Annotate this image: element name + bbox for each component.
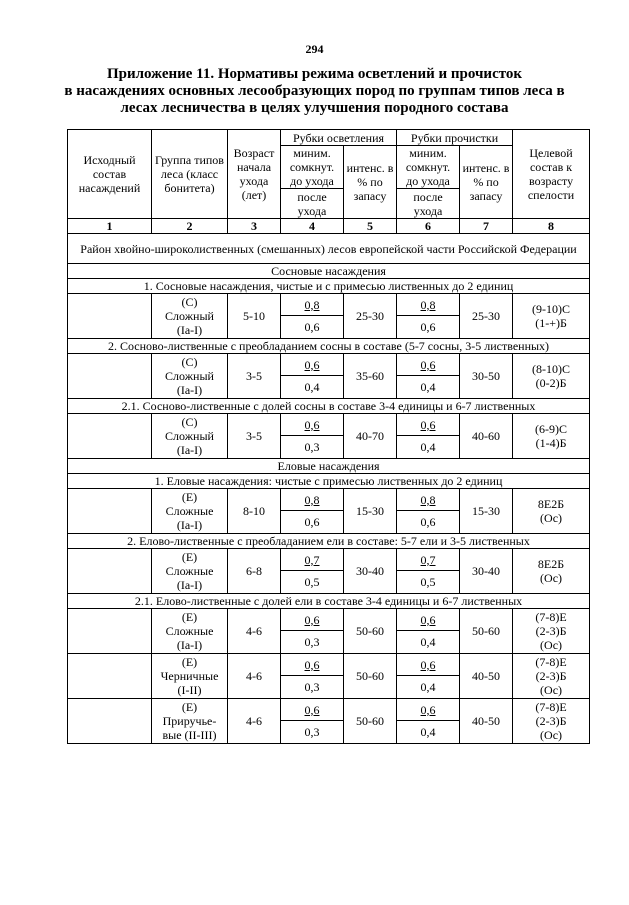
target-composition-line: 8Е2Б — [537, 497, 565, 511]
forest-type-line: Сложные — [165, 564, 214, 578]
cleaning-min-closure-value: 0,6 — [420, 657, 436, 672]
section-heading-row — [68, 264, 590, 279]
target-composition — [513, 609, 590, 654]
start-age-value: 4-6 — [246, 624, 262, 638]
cleaning-min-closure-value: 0,8 — [420, 492, 436, 507]
start-age — [228, 549, 281, 594]
cleaning-intensity — [460, 354, 513, 399]
cleaning-min-closure — [397, 294, 460, 316]
forest-type-line: Сложный — [165, 429, 214, 443]
lightening-intensity-value: 30-40 — [356, 564, 384, 578]
start-age — [228, 699, 281, 744]
cleaning-after-care-value: 0,4 — [420, 440, 436, 454]
group-heading — [68, 279, 590, 294]
lightening-after-care-value: 0,3 — [304, 635, 320, 649]
column-number: 1 — [68, 219, 152, 234]
initial-composition — [68, 654, 152, 699]
lightening-min-closure — [281, 609, 344, 631]
start-age-value: 4-6 — [246, 714, 262, 728]
lightening-after-care — [281, 511, 344, 534]
cleaning-intensity-value: 30-50 — [472, 369, 501, 383]
lightening-min-closure — [281, 414, 344, 436]
cleaning-min-closure-value: 0,7 — [420, 552, 436, 567]
cleaning-min-closure-value: 0,6 — [420, 417, 436, 432]
cleaning-min-closure — [397, 609, 460, 631]
lightening-min-closure-value: 0,6 — [304, 417, 320, 432]
lightening-intensity-value: 35-60 — [356, 369, 384, 383]
document-title — [40, 66, 589, 117]
forest-type-line: (Е) — [181, 610, 198, 624]
cleaning-min-closure — [397, 549, 460, 571]
target-composition-line: (2-3)Б — [535, 624, 567, 638]
lightening-intensity — [344, 549, 397, 594]
column-number: 7 — [460, 219, 513, 234]
forest-type-line: (Е) — [181, 550, 198, 564]
cleaning-min-closure — [397, 354, 460, 376]
title-line: Приложение 11. Нормативы режима осветлений и прочисток — [106, 66, 523, 82]
lightening-intensity — [344, 609, 397, 654]
cleaning-after-care — [397, 721, 460, 744]
group-heading-row — [68, 534, 590, 549]
cleaning-after-care — [397, 571, 460, 594]
table-row — [68, 354, 590, 376]
target-composition-line: (2-3)Б — [535, 714, 567, 728]
lightening-min-closure — [281, 489, 344, 511]
target-composition-line: (9-10)С — [532, 302, 571, 316]
table-row — [68, 294, 590, 316]
target-composition-line: (8-10)С — [532, 362, 571, 376]
lightening-after-care — [281, 376, 344, 399]
lightening-intensity — [344, 294, 397, 339]
forest-type-line: (I-II) — [177, 683, 202, 697]
column-numbers-row — [68, 219, 590, 234]
target-composition-line: (1-4)Б — [535, 436, 567, 450]
start-age — [228, 414, 281, 459]
cleaning-min-closure-value: 0,6 — [420, 357, 436, 372]
forest-type-line: (Iа-I) — [176, 638, 203, 652]
target-composition-line: (Ос) — [540, 511, 563, 525]
cleaning-intensity — [460, 489, 513, 534]
section-heading — [68, 459, 590, 474]
target-composition-line: (7-8)Е — [535, 655, 567, 669]
forest-type-line: (Е) — [181, 490, 198, 504]
table-row — [68, 699, 590, 721]
lightening-intensity — [344, 654, 397, 699]
start-age — [228, 609, 281, 654]
cleaning-intensity — [460, 609, 513, 654]
target-composition-line: (1-+)Б — [535, 316, 567, 330]
group-heading-value: 1. Сосновые насаждения, чистые и с примесью лиственных до 2 единиц — [143, 279, 514, 293]
target-composition-line: (Ос) — [540, 571, 563, 585]
cleaning-intensity-value: 40-50 — [472, 714, 501, 728]
lightening-min-closure-value: 0,8 — [304, 297, 320, 312]
forest-type-line: (С) — [181, 415, 198, 429]
target-composition-line: 8Е2Б — [537, 557, 565, 571]
forest-type — [152, 354, 228, 399]
lightening-min-closure — [281, 294, 344, 316]
group-heading-value: 2.1. Сосново-лиственные с долей сосны в составе 3-4 единицы и 6-7 лиственных — [121, 399, 536, 413]
header-target-composition: Целевой состав к возрасту спелости — [513, 130, 590, 219]
cleaning-after-care-value: 0,4 — [420, 635, 436, 649]
lightening-min-closure — [281, 354, 344, 376]
lightening-after-care — [281, 676, 344, 699]
forest-type — [152, 489, 228, 534]
norms-table — [67, 129, 590, 744]
section-heading-row — [68, 459, 590, 474]
lightening-min-closure — [281, 549, 344, 571]
cleaning-intensity-value: 40-60 — [472, 429, 501, 443]
lightening-min-closure-value: 0,6 — [304, 357, 320, 372]
lightening-min-closure-value: 0,6 — [304, 702, 320, 717]
header-min-closure: миним. сомкнут. до ухода — [281, 146, 344, 189]
forest-type — [152, 549, 228, 594]
start-age-value: 6-8 — [246, 564, 262, 578]
cleaning-after-care — [397, 436, 460, 459]
cleaning-min-closure — [397, 699, 460, 721]
lightening-intensity — [344, 414, 397, 459]
header-intensity: интенс. в % по запасу — [344, 146, 397, 219]
table-row — [68, 414, 590, 436]
start-age-value: 3-5 — [246, 429, 262, 443]
forest-type-line: (Iа-I) — [176, 443, 203, 457]
cleaning-after-care-value: 0,4 — [420, 380, 436, 394]
table-row — [68, 654, 590, 676]
target-composition — [513, 489, 590, 534]
lightening-intensity — [344, 699, 397, 744]
forest-type — [152, 609, 228, 654]
cleaning-intensity-value: 25-30 — [472, 309, 501, 323]
forest-type — [152, 414, 228, 459]
cleaning-after-care-value: 0,4 — [420, 680, 436, 694]
group-heading-row — [68, 474, 590, 489]
cleaning-after-care-value: 0,4 — [420, 725, 436, 739]
lightening-after-care-value: 0,3 — [304, 440, 320, 454]
target-composition — [513, 549, 590, 594]
lightening-after-care-value: 0,3 — [304, 725, 320, 739]
group-heading — [68, 474, 590, 489]
forest-type-line: Приручье- — [162, 714, 217, 728]
region-heading: Район хвойно-широколиственных (смешанных) лесов европейской части Российской Федерации — [68, 234, 590, 264]
forest-type-line: (Iа-I) — [176, 518, 203, 532]
forest-type — [152, 294, 228, 339]
group-heading-row — [68, 279, 590, 294]
lightening-intensity-value: 40-70 — [356, 429, 384, 443]
target-composition — [513, 354, 590, 399]
lightening-after-care-value: 0,5 — [304, 575, 320, 589]
header-cleaning-cuttings: Рубки прочистки — [397, 130, 513, 146]
start-age — [228, 654, 281, 699]
group-heading-value: 2. Сосново-лиственные с преобладанием сосны в составе (5-7 сосны, 3-5 лиственных) — [107, 339, 550, 353]
group-heading-value: 1. Еловые насаждения: чистые с примесью лиственных до 2 единиц — [154, 474, 503, 488]
table-row — [68, 489, 590, 511]
target-composition — [513, 414, 590, 459]
cleaning-after-care-value: 0,5 — [420, 575, 436, 589]
cleaning-after-care — [397, 631, 460, 654]
section-heading-value: Еловые насаждения — [277, 459, 380, 473]
cleaning-min-closure — [397, 414, 460, 436]
lightening-min-closure-value: 0,6 — [304, 657, 320, 672]
lightening-after-care — [281, 631, 344, 654]
forest-type-line: Сложные — [165, 504, 214, 518]
target-composition-line: (Ос) — [540, 638, 563, 652]
title-line: лесах лесничества в целях улучшения породного состава — [120, 100, 509, 116]
group-heading-row — [68, 594, 590, 609]
target-composition-line: (6-9)С — [535, 422, 568, 436]
group-heading-row — [68, 399, 590, 414]
header-lightening-cuttings: Рубки осветления — [281, 130, 397, 146]
lightening-after-care-value: 0,6 — [304, 320, 320, 334]
lightening-intensity-value: 15-30 — [356, 504, 384, 518]
lightening-after-care — [281, 316, 344, 339]
cleaning-intensity-value: 30-40 — [472, 564, 501, 578]
initial-composition — [68, 414, 152, 459]
initial-composition — [68, 699, 152, 744]
lightening-after-care — [281, 436, 344, 459]
target-composition-line: (Ос) — [540, 728, 563, 742]
forest-type-line: (С) — [181, 295, 198, 309]
initial-composition — [68, 549, 152, 594]
target-composition — [513, 699, 590, 744]
column-number: 6 — [397, 219, 460, 234]
initial-composition — [68, 354, 152, 399]
cleaning-intensity-value: 15-30 — [472, 504, 501, 518]
cleaning-intensity-value: 50-60 — [472, 624, 501, 638]
start-age-value: 8-10 — [243, 504, 265, 518]
table-row — [68, 609, 590, 631]
forest-type-line: (Iа-I) — [176, 383, 203, 397]
group-heading — [68, 399, 590, 414]
table-body — [68, 130, 590, 744]
lightening-intensity — [344, 354, 397, 399]
target-composition — [513, 654, 590, 699]
forest-type — [152, 699, 228, 744]
lightening-after-care-value: 0,4 — [304, 380, 320, 394]
lightening-after-care-value: 0,3 — [304, 680, 320, 694]
lightening-intensity-value: 25-30 — [356, 309, 384, 323]
start-age-value: 4-6 — [246, 669, 262, 683]
column-number: 8 — [513, 219, 590, 234]
start-age — [228, 294, 281, 339]
header-forest-type-group: Группа типов леса (класс бонитета) — [152, 130, 228, 219]
forest-type-line: Сложный — [165, 369, 214, 383]
lightening-after-care — [281, 721, 344, 744]
target-composition-line: (0-2)Б — [535, 376, 567, 390]
column-number: 5 — [344, 219, 397, 234]
group-heading-row — [68, 339, 590, 354]
lightening-intensity-value: 50-60 — [356, 714, 384, 728]
cleaning-intensity — [460, 294, 513, 339]
forest-type-line: (Е) — [181, 655, 198, 669]
cleaning-min-closure — [397, 654, 460, 676]
forest-type-line: (Iа-I) — [176, 323, 203, 337]
lightening-min-closure — [281, 654, 344, 676]
cleaning-after-care-value: 0,6 — [420, 515, 436, 529]
group-heading — [68, 339, 590, 354]
forest-type — [152, 654, 228, 699]
start-age-value: 3-5 — [246, 369, 262, 383]
cleaning-after-care — [397, 676, 460, 699]
cleaning-intensity — [460, 414, 513, 459]
group-heading — [68, 534, 590, 549]
column-number: 3 — [228, 219, 281, 234]
header-initial-composition: Исходный состав насаждений — [68, 130, 152, 219]
group-heading-value: 2.1. Елово-лиственные с долей ели в составе 3-4 единицы и 6-7 лиственных — [134, 594, 523, 608]
lightening-min-closure — [281, 699, 344, 721]
cleaning-intensity — [460, 699, 513, 744]
target-composition — [513, 294, 590, 339]
cleaning-intensity-value: 40-50 — [472, 669, 501, 683]
initial-composition — [68, 294, 152, 339]
cleaning-min-closure — [397, 489, 460, 511]
forest-type-line: Сложный — [165, 309, 214, 323]
lightening-intensity-value: 50-60 — [356, 669, 384, 683]
header-after-care: после ухода — [281, 189, 344, 219]
forest-type-line: (С) — [181, 355, 198, 369]
cleaning-after-care — [397, 316, 460, 339]
forest-type-line: вые (II-III) — [162, 728, 217, 742]
target-composition-line: (7-8)Е — [535, 700, 567, 714]
forest-type-line: (Е) — [181, 700, 198, 714]
header-min-closure: миним. сомкнут. до ухода — [397, 146, 460, 189]
forest-type-line: Черничные — [160, 669, 219, 683]
forest-type-line: Сложные — [165, 624, 214, 638]
cleaning-min-closure-value: 0,8 — [420, 297, 436, 312]
target-composition-line: (Ос) — [540, 683, 563, 697]
page-number: 294 — [305, 42, 324, 56]
forest-type-line: (Iа-I) — [176, 578, 203, 592]
cleaning-min-closure-value: 0,6 — [420, 702, 436, 717]
column-number: 2 — [152, 219, 228, 234]
lightening-min-closure-value: 0,8 — [304, 492, 320, 507]
table-row — [68, 549, 590, 571]
header-intensity: интенс. в % по запасу — [460, 146, 513, 219]
start-age-value: 5-10 — [243, 309, 265, 323]
cleaning-after-care — [397, 376, 460, 399]
cleaning-intensity — [460, 549, 513, 594]
header-start-age: Возраст начала ухода (лет) — [228, 130, 281, 219]
header-after-care: после ухода — [397, 189, 460, 219]
start-age — [228, 489, 281, 534]
cleaning-after-care-value: 0,6 — [420, 320, 436, 334]
group-heading-value: 2. Елово-лиственные с преобладанием ели в составе: 5-7 ели и 3-5 лиственных — [127, 534, 530, 548]
cleaning-min-closure-value: 0,6 — [420, 612, 436, 627]
start-age — [228, 354, 281, 399]
column-number: 4 — [281, 219, 344, 234]
target-composition-line: (7-8)Е — [535, 610, 567, 624]
initial-composition — [68, 609, 152, 654]
group-heading — [68, 594, 590, 609]
lightening-min-closure-value: 0,6 — [304, 612, 320, 627]
title-line: в насаждениях основных лесообразующих пород по группам типов леса в — [64, 83, 565, 99]
lightening-intensity-value: 50-60 — [356, 624, 384, 638]
target-composition-line: (2-3)Б — [535, 669, 567, 683]
section-heading-value: Сосновые насаждения — [271, 264, 386, 278]
cleaning-after-care — [397, 511, 460, 534]
lightening-min-closure-value: 0,7 — [304, 552, 320, 567]
lightening-after-care-value: 0,6 — [304, 515, 320, 529]
section-heading — [68, 264, 590, 279]
lightening-after-care — [281, 571, 344, 594]
lightening-intensity — [344, 489, 397, 534]
cleaning-intensity — [460, 654, 513, 699]
initial-composition — [68, 489, 152, 534]
